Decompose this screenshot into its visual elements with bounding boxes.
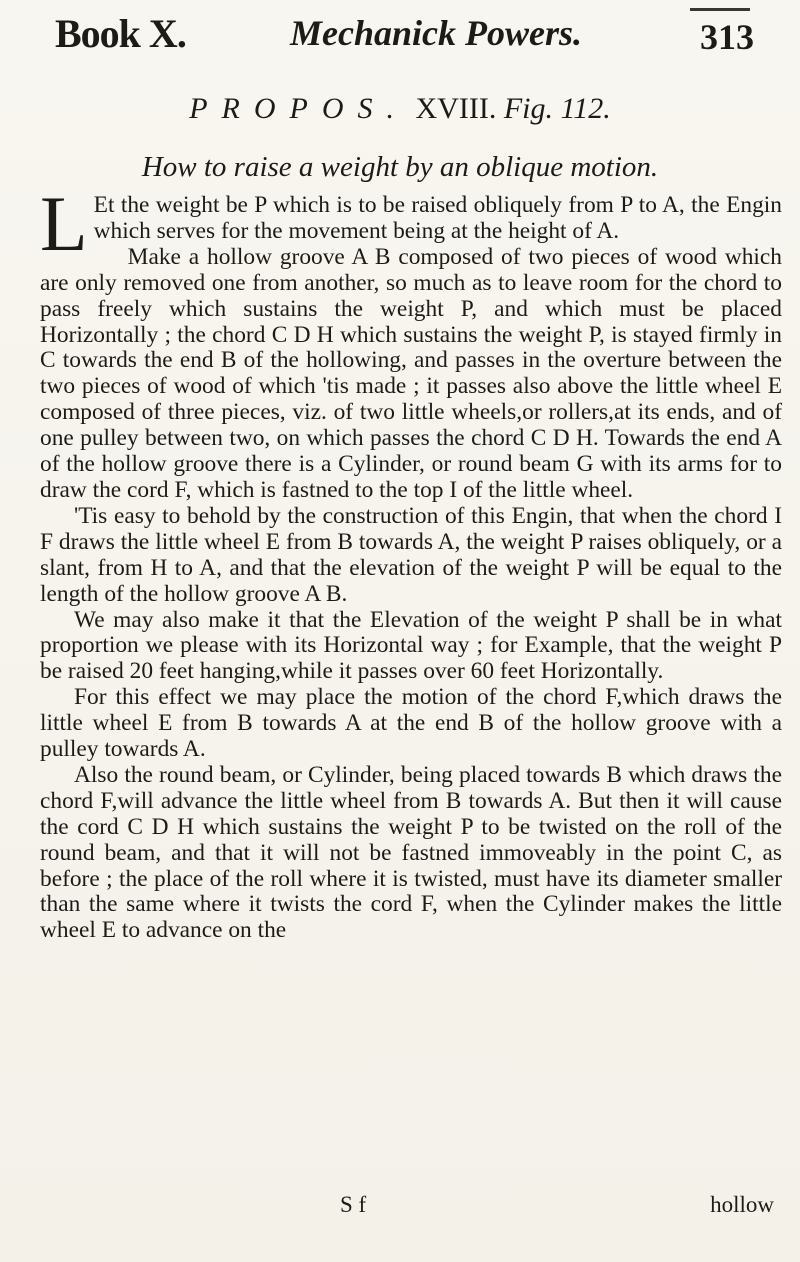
- running-head: [0, 8, 800, 68]
- proposition-number: XVIII.: [415, 92, 497, 125]
- figure-reference: Fig. 112.: [503, 92, 611, 125]
- running-head-book: Book X.: [55, 11, 186, 56]
- paragraph-2: Make a hollow groove A B composed of two pieces of wood which are only removed one from another, so much as to leave room for the chord to pass freely which sustains the weight P, and which must be placed Horizontally ; the chord C D H which sustains the weight P, is stayed firmly in C towards the end B of the hollowing, and passes in the overture between the two pieces of wood of which 'tis made ; it passes also above the little wheel E composed of three pieces, viz. of two little wheels,or rollers,at its ends, and of one pulley between two, on which passes the chord C D H. Towards the end A of the hollow groove there is a Cylinder, or round beam G with its arms for to draw the cord F, which is fastned to the top I of the little wheel.: [40, 243, 782, 503]
- proposition-word: PROPOS.: [189, 92, 409, 125]
- proposition-subtitle: How to raise a weight by an oblique motion.: [141, 151, 659, 183]
- page-number: 313: [700, 17, 754, 57]
- paragraph-5: For this effect we may place the motion of the chord F,which draws the little wheel E from B towards A at the end B of the hollow groove with a pulley towards A.: [40, 684, 782, 763]
- running-head-rule: [690, 8, 750, 11]
- body-text: [40, 180, 782, 944]
- paragraph-4: We may also make it that the Elevation of the weight P shall be in what proportion we please with its Horizontal way ; for Example, that the weight P be raised 20 feet hanging,while it passes over 60 feet Horizontally.: [40, 606, 782, 685]
- paragraph-text: Et the weight be P which is to be raised obliquely from P to A, the Engin which serves for the movement being at the height of A.: [93, 192, 782, 244]
- running-head-title: Mechanick Powers.: [290, 13, 582, 53]
- catchword: hollow: [710, 1192, 774, 1217]
- drop-cap: L: [40, 180, 88, 267]
- paragraph-3: 'Tis easy to behold by the construction of this Engin, that when the chord I F draws the little wheel E from B towards A, the weight P raises obliquely, or a slant, from H to A, and that the elevation of the weight P will be equal to the length of the hollow groove A B.: [40, 502, 782, 607]
- signature-mark: S f: [340, 1192, 367, 1217]
- page-footer: [40, 1192, 782, 1222]
- paragraph-1: [40, 180, 782, 267]
- paragraph-6: Also the round beam, or Cylinder, being placed towards B which draws the chord F,will advance the little wheel from B towards A. But then it will cause the cord C D H which sustains the weight P to be twisted on the roll of the round beam, and that it will not be fastned immoveably in the point C, as before ; the place of the roll where it is twisted, must have its diameter smaller than the same where it twists the cord F, when the Cylinder makes the little wheel E to advance on the: [40, 761, 782, 944]
- proposition-heading: [0, 92, 800, 126]
